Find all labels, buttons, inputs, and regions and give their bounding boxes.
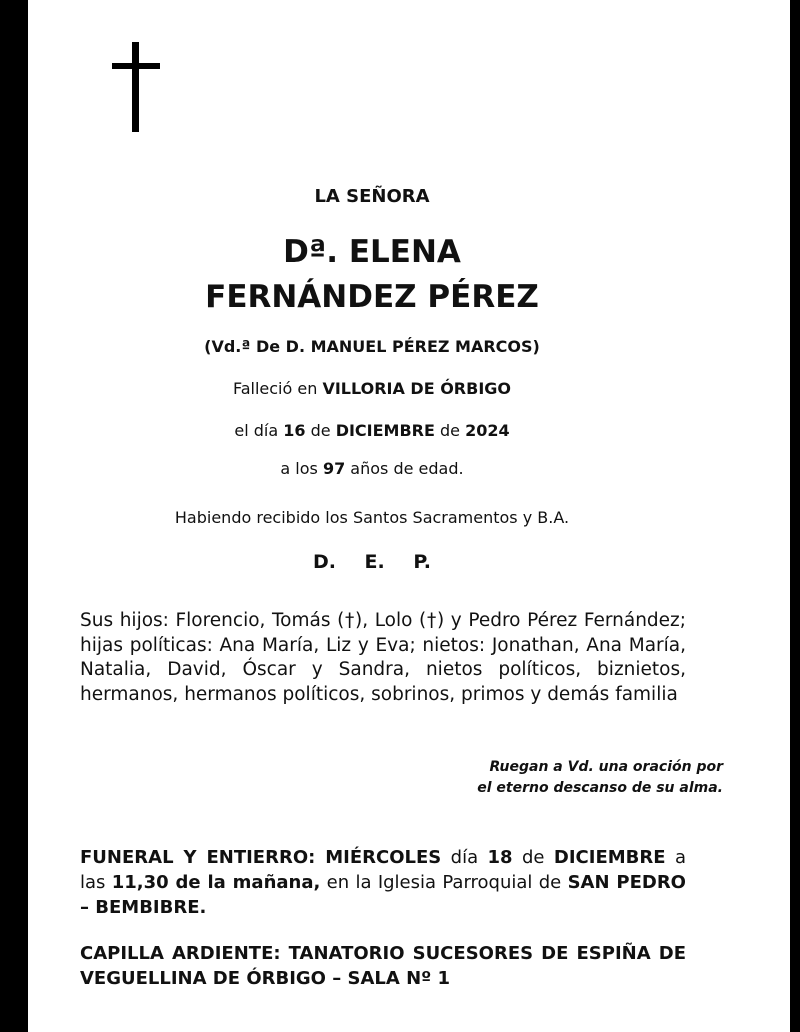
family-list: Sus hijos: Florencio, Tomás (†), Lolo (†) y Pedro Pérez Fernández; hijas políticas: Ana María, Liz y Eva; nietos: Jonathan, Ana María, Natalia, David, Óscar y Sandra, nietos políticos, biznietos, hermanos, hermanos políticos, sobrinos, primos y demás familia: [80, 610, 686, 705]
age: a los 97 años de edad.: [280, 459, 464, 478]
name-line-2: FERNÁNDEZ PÉREZ: [205, 279, 539, 315]
chapel-info: CAPILLA ARDIENTE: TANATORIO SUCESORES DE ESPIÑA DE VEGUELLINA DE ÓRBIGO – SALA Nº 1: [80, 943, 686, 989]
deceased-name: [0, 230, 772, 320]
widow-of: (Vd.ª De D. MANUEL PÉREZ MARCOS): [204, 337, 540, 356]
cross-icon: [112, 42, 162, 132]
death-date: el día 16 de DICIEMBRE de 2024: [234, 421, 510, 440]
name-line-1: Dª. ELENA: [283, 234, 461, 270]
death-place-name: VILLORIA DE ÓRBIGO: [322, 379, 512, 398]
death-place: Falleció en VILLORIA DE ÓRBIGO: [232, 379, 512, 398]
sacraments-note: Habiendo recibido los Santos Sacramentos y B.A.: [174, 508, 570, 527]
funeral-info: FUNERAL Y ENTIERRO: MIÉRCOLES día 18 de DICIEMBRE a las 11,30 de la mañana, en la Iglesia Parroquial de SAN PEDRO – BEMBIBRE.: [80, 847, 686, 918]
prayer-request: Ruegan a Vd. una oración por el eterno descanso de su alma.: [477, 759, 723, 796]
dep-abbreviation: D. E. P.: [312, 551, 432, 573]
title-label: LA SEÑORA: [314, 186, 430, 207]
